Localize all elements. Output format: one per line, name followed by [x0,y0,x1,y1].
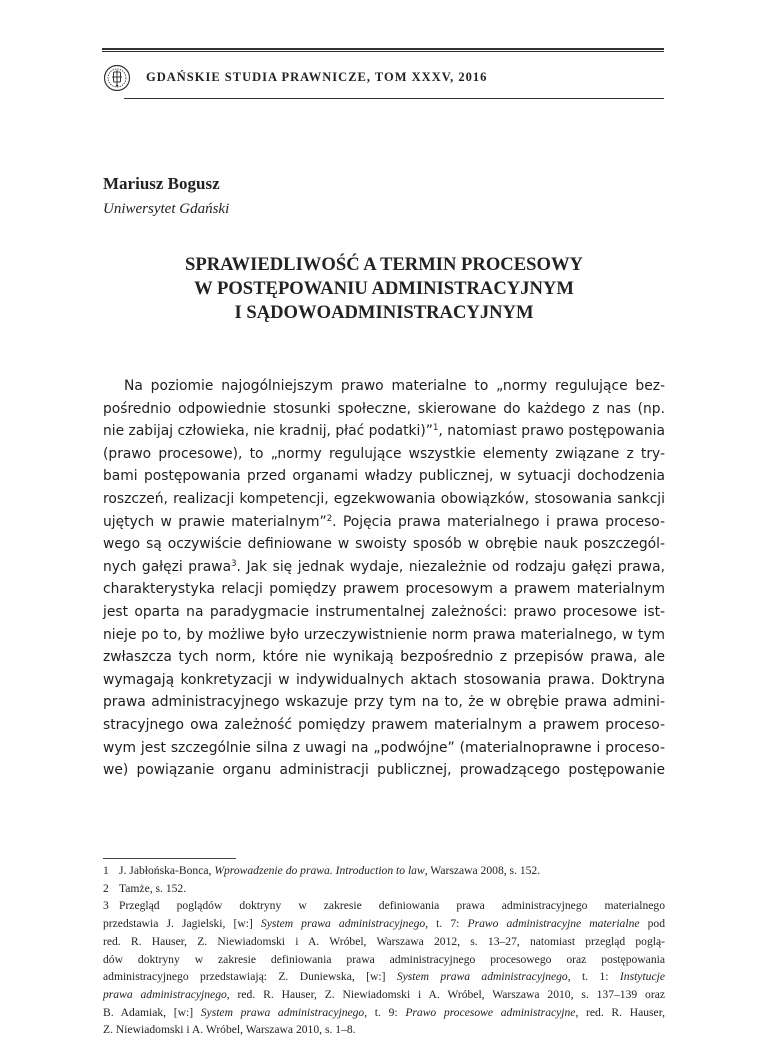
footnote-number: 3 [103,899,109,913]
body-line: wymagają konkretyzacji w indywidualnych aktach stosowania prawa. Doktryna [103,671,665,688]
header-rule-bottom [124,98,664,99]
footnote-divider [103,858,236,859]
footnote-line [103,915,665,933]
footnote-text: Wprowadzenie do prawa. Introduction to law [214,864,425,877]
footnote-line: dów doktryny w zakresie definiowania prawa administracyjnego procesowego oraz postępowania [103,952,665,966]
body-line: charakterystyka relacji pomiędzy prawem procesowym a prawem materialnym [103,581,665,598]
footnote-2 [103,880,665,898]
footnote-text: System prawa administracyjnego [396,970,568,984]
body-line: jest oparta na paradygmacie instrumentalnej zależności: prawo procesowe ist- [103,603,665,620]
footnote-3 [103,897,665,915]
header-rule-top-thin [102,51,664,52]
body-line: (prawo procesowe), to „normy regulujące wszystkie elementy związane z try- [103,445,665,462]
body-text: . Jak się jednak wydaje, niezależnie od rodzaju gałęzi prawa, [236,558,665,575]
author-affiliation: Uniwersytet Gdański [103,201,230,217]
footnote-line: Z. Niewiadomski i A. Wróbel, Warszawa 2010, s. 1–8. [103,1023,356,1037]
body-line: Na poziomie najogólniejszym prawo materialne to „normy regulujące bez- [124,378,665,394]
footnote-text: Prawo administracyjne materialne [467,917,640,931]
body-text: . Pojęcia prawa materialnego i prawa proceso- [332,513,665,530]
footnote-text: , Warszawa 2008, s. 152. [424,864,541,877]
body-text: nie zabijaj człowieka, nie kradnij, płać podatki)” [103,423,433,440]
footnote-ref-1[interactable]: 1 [432,423,439,434]
body-text: nych gałęzi prawa [103,558,232,575]
footnote-text: , t. 7: [425,917,468,931]
body-line: bami postępowania przed organami władzy publicznej, w sytuacji dochodzenia [103,468,665,485]
footnote-line: red. R. Hauser, Z. Niewiadomski i A. Wróbel, Warszawa 2012, s. 13–27, natomiast przegląd poglą- [103,934,665,948]
body-line: zwłaszcza tych norm, które nie wynikają bezpośrednio z przepisów prawa, ale [103,649,665,666]
author-name: Mariusz Bogusz [103,174,220,193]
body-line: wym jest szczególnie silna z uwagi na „podwójne” (materialnoprawne i proceso- [103,739,665,756]
body-line: stracyjnego owa zależność pomiędzy prawem materialnym a prawem proceso- [103,716,665,733]
footnote-text: Przegląd poglądów doktryny w zakresie definiowania prawa administracyjnego materialnego [119,899,665,913]
body-text: , natomiast prawo postępowania [438,423,665,440]
footnote-text: System prawa administracyjnego [260,917,426,931]
footnote-text: B. Adamiak, [w:] [103,1005,201,1019]
footnote-text: Instytucje [619,970,665,984]
footnote-line [103,986,665,1004]
title-line-2: W POSTĘPOWANIU ADMINISTRACYJNYM [194,278,574,299]
footnote-text: prawa administracyjnego [103,987,227,1001]
body-line [103,511,665,534]
footnote-line [103,1004,665,1022]
footnote-text: , red. R. Hauser, Z. Niewiadomski i A. Wróbel, Warszawa 2010, s. 137–139 oraz [226,987,665,1001]
footnote-text: , t. 9: [364,1005,406,1019]
title-line-3: I SĄDOWOADMINISTRACYJNYM [234,302,534,323]
footnote-ref-3[interactable]: 3 [231,558,237,569]
footnote-1 [103,862,665,880]
body-line [103,420,665,443]
footnote-text: administracyjnego przedstawiają: Z. Duniewska, [w:] [103,970,397,984]
body-line [103,556,665,579]
body-paragraph [103,375,665,782]
header-rule-top [102,48,664,50]
footnote-text: , red. R. Hauser, [575,1005,665,1019]
body-line: pośrednio odpowiednie stosunki społeczne, skierowane do każdego z nas (np. [103,400,665,417]
footnote-line [103,968,665,986]
footnote-number: 2 [103,881,109,895]
footnote-number: 1 [103,864,109,877]
footnote-text: System prawa administracyjnego [200,1005,365,1019]
footnotes [103,862,665,1039]
body-line: roszczeń, realizacji kompetencji, egzekwowania obowiązków, stosowania sankcji [103,490,665,507]
body-text: ujętych w prawie materialnym” [103,513,327,530]
footnote-text: Prawo procesowe administracyjne [405,1005,576,1019]
footnote-text: pod [639,917,666,931]
footnote-text: J. Jabłońska-Bonca, [119,864,215,877]
body-line: wego są oczywiście definiowane w swoisty sposób w obrębie nauk poszczegól- [103,536,665,553]
footnote-text: Tamże, s. 152. [119,881,187,895]
footnote-ref-2[interactable]: 2 [326,513,333,524]
footnote-text: przedstawia J. Jagielski, [w:] [103,917,261,931]
footnote-text: , t. 1: [567,970,620,984]
journal-seal-icon [103,64,131,92]
body-line: nieje po to, by możliwe było urzeczywistnienie norm prawa materialnego, w tym [103,626,665,643]
journal-title: GDAŃSKIE STUDIA PRAWNICZE, TOM XXXV, 2016 [146,70,488,84]
body-line: we) powiązanie organu administracji publicznej, prowadzącego postępowanie [103,762,665,779]
title-line-1: SPRAWIEDLIWOŚĆ A TERMIN PROCESOWY [185,254,583,275]
article-title [103,253,665,325]
body-line: prawa administracyjnego wskazuje przy tym na to, że w obrębie prawa admini- [103,694,665,711]
